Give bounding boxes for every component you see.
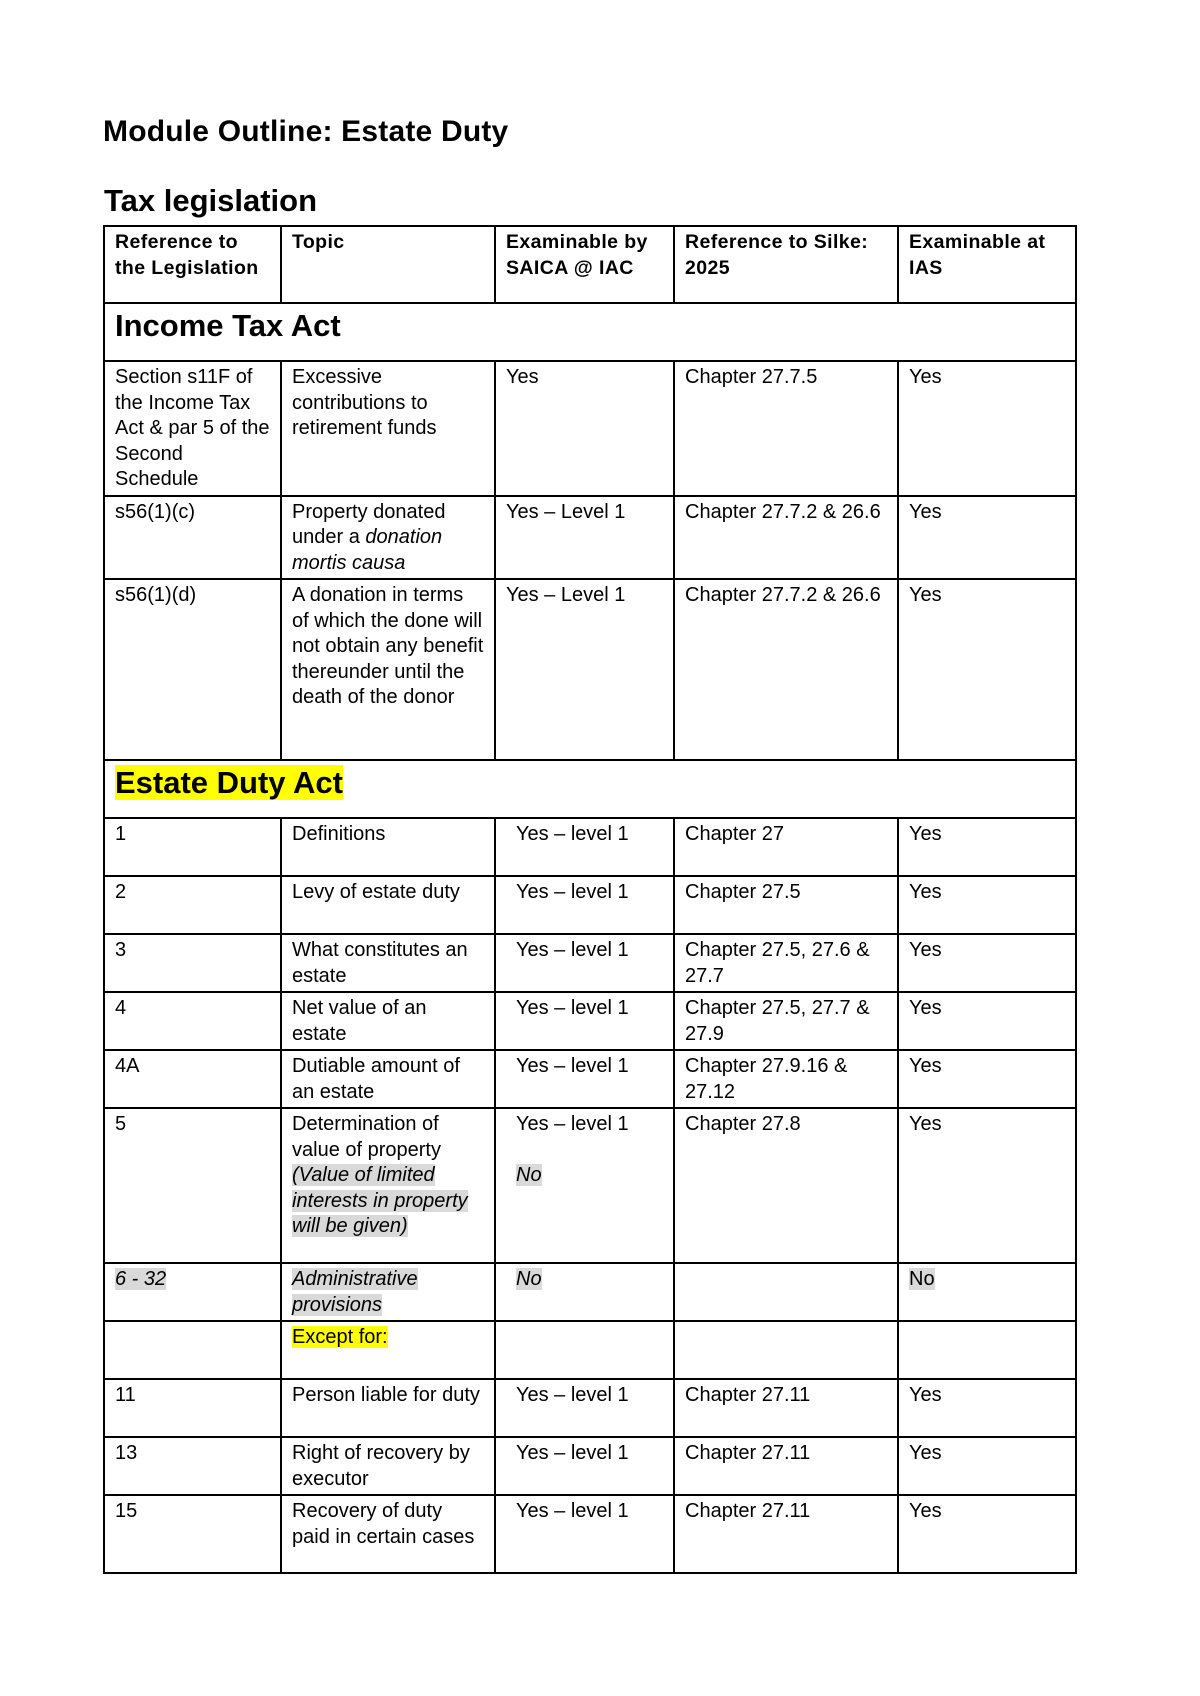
section-row-income-tax-act — [104, 303, 1076, 361]
exam-cell: Yes – level 1 — [495, 934, 674, 992]
section-title: Estate Duty Act — [115, 765, 343, 800]
silke-cell: Chapter 27.8 — [674, 1108, 898, 1263]
silke-cell: Chapter 27.7.5 — [674, 361, 898, 496]
topic-text: Determination of value of property — [292, 1113, 441, 1161]
ref-cell: 11 — [104, 1379, 281, 1437]
exam-cell — [495, 1263, 674, 1321]
exam-text: Yes – level 1 — [516, 1113, 629, 1135]
table-row — [104, 1108, 1076, 1263]
ias-cell: Yes — [898, 934, 1076, 992]
table-row — [104, 1321, 1076, 1379]
silke-cell: Chapter 27.11 — [674, 1495, 898, 1573]
exam-cell: Yes – level 1 — [495, 818, 674, 876]
ref-cell: 13 — [104, 1437, 281, 1495]
topic-cell — [281, 1321, 495, 1379]
topic-text: Administrative provisions — [292, 1268, 418, 1316]
ref-cell: 15 — [104, 1495, 281, 1573]
table-row — [104, 496, 1076, 580]
ias-cell: Yes — [898, 579, 1076, 760]
table-row — [104, 1495, 1076, 1573]
table-header-row — [104, 226, 1076, 303]
silke-cell: Chapter 27.11 — [674, 1437, 898, 1495]
ref-cell: 5 — [104, 1108, 281, 1263]
ias-cell: Yes — [898, 818, 1076, 876]
ias-cell: Yes — [898, 1108, 1076, 1263]
ias-cell — [898, 1263, 1076, 1321]
silke-cell: Chapter 27.5, 27.6 & 27.7 — [674, 934, 898, 992]
silke-cell: Chapter 27.7.2 & 26.6 — [674, 579, 898, 760]
section-title: Income Tax Act — [104, 303, 1076, 361]
topic-cell: A donation in terms of which the done will not obtain any benefit thereunder until the death of the donor — [281, 579, 495, 760]
table-row — [104, 1379, 1076, 1437]
topic-cell: Net value of an estate — [281, 992, 495, 1050]
topic-cell: Definitions — [281, 818, 495, 876]
exam-cell: Yes – level 1 — [495, 1495, 674, 1573]
ias-cell: Yes — [898, 1379, 1076, 1437]
ias-cell: Yes — [898, 1437, 1076, 1495]
exam-cell: Yes – Level 1 — [495, 496, 674, 580]
topic-cell: What constitutes an estate — [281, 934, 495, 992]
table-row — [104, 1437, 1076, 1495]
topic-cell: Recovery of duty paid in certain cases — [281, 1495, 495, 1573]
ias-cell: Yes — [898, 1050, 1076, 1108]
topic-text: Property donated under a — [292, 500, 446, 548]
topic-cell: Right of recovery by executor — [281, 1437, 495, 1495]
exam-cell: Yes – level 1 — [495, 1437, 674, 1495]
silke-cell — [674, 1321, 898, 1379]
table-row — [104, 1263, 1076, 1321]
ref-cell: s56(1)(d) — [104, 579, 281, 760]
exam-cell — [495, 1108, 674, 1263]
silke-cell: Chapter 27.5, 27.7 & 27.9 — [674, 992, 898, 1050]
ref-cell: 1 — [104, 818, 281, 876]
topic-note — [292, 1163, 484, 1240]
silke-cell: Chapter 27.11 — [674, 1379, 898, 1437]
exam-cell: Yes – level 1 — [495, 992, 674, 1050]
section-title-cell — [104, 760, 1076, 818]
header-cell: Topic — [281, 226, 495, 303]
table-row — [104, 992, 1076, 1050]
silke-cell: Chapter 27.5 — [674, 876, 898, 934]
exam-cell: Yes – Level 1 — [495, 579, 674, 760]
ref-cell: Section s11F of the Income Tax Act & par 5 of the Second Schedule — [104, 361, 281, 496]
ref-cell: 3 — [104, 934, 281, 992]
exam-cell — [495, 1321, 674, 1379]
header-cell: Reference to the Legislation — [104, 226, 281, 303]
exam-cell: Yes – level 1 — [495, 876, 674, 934]
ias-cell: Yes — [898, 992, 1076, 1050]
table-row — [104, 579, 1076, 760]
ref-cell — [104, 1263, 281, 1321]
silke-cell — [674, 1263, 898, 1321]
exam-cell: Yes – level 1 — [495, 1379, 674, 1437]
header-cell: Examinable by SAICA @ IAC — [495, 226, 674, 303]
ref-cell: s56(1)(c) — [104, 496, 281, 580]
table-row — [104, 1050, 1076, 1108]
ref-text: 6 - 32 — [115, 1268, 167, 1290]
section-heading: Tax legislation — [104, 183, 318, 218]
document-title: Module Outline: Estate Duty — [103, 115, 509, 148]
table-row — [104, 361, 1076, 496]
topic-cell: Levy of estate duty — [281, 876, 495, 934]
silke-cell: Chapter 27.7.2 & 26.6 — [674, 496, 898, 580]
ias-cell: Yes — [898, 361, 1076, 496]
header-cell: Examinable at IAS — [898, 226, 1076, 303]
table-row — [104, 818, 1076, 876]
exam-note — [516, 1163, 663, 1189]
topic-note-text: (Value of limited interests in property will be given) — [292, 1164, 468, 1237]
ias-cell: Yes — [898, 496, 1076, 580]
section-row-estate-duty-act — [104, 760, 1076, 818]
ias-cell: Yes — [898, 876, 1076, 934]
exam-cell: Yes — [495, 361, 674, 496]
topic-cell: Dutiable amount of an estate — [281, 1050, 495, 1108]
ias-cell — [898, 1321, 1076, 1379]
legislation-table — [103, 225, 1077, 1574]
silke-cell: Chapter 27 — [674, 818, 898, 876]
exam-note-text: No — [516, 1163, 542, 1186]
ref-cell: 2 — [104, 876, 281, 934]
exam-cell: Yes – level 1 — [495, 1050, 674, 1108]
topic-italic-text: donation mortis causa — [292, 526, 443, 574]
topic-cell: Excessive contributions to retirement funds — [281, 361, 495, 496]
exam-text: No — [516, 1268, 542, 1290]
topic-cell — [281, 496, 495, 580]
ias-cell: Yes — [898, 1495, 1076, 1573]
ias-text: No — [909, 1268, 935, 1290]
header-cell: Reference to Silke: 2025 — [674, 226, 898, 303]
silke-cell: Chapter 27.9.16 & 27.12 — [674, 1050, 898, 1108]
table-row — [104, 934, 1076, 992]
topic-cell — [281, 1263, 495, 1321]
ref-cell: 4 — [104, 992, 281, 1050]
topic-text: Except for: — [292, 1326, 388, 1348]
ref-cell — [104, 1321, 281, 1379]
ref-cell: 4A — [104, 1050, 281, 1108]
topic-cell — [281, 1108, 495, 1263]
topic-cell: Person liable for duty — [281, 1379, 495, 1437]
table-row — [104, 876, 1076, 934]
